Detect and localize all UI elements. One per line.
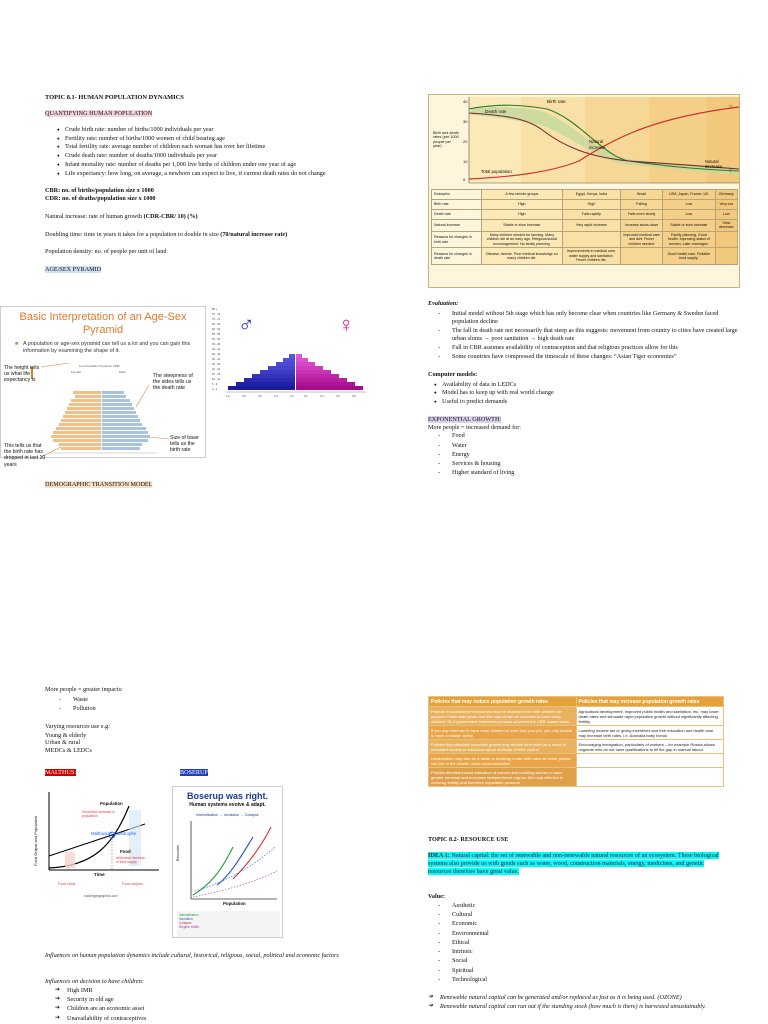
varying-intro: Varying resources use e.g: [45,722,110,730]
svg-text:65 - 69: 65 - 69 [212,323,221,326]
impacts-list [59,696,305,713]
table-cell: High [482,200,563,210]
table-row-label: Examples [432,190,482,200]
dtm-table-wrap [431,189,738,265]
list-item: ● Crude birth rate: number of births/1000 individuals per year [55,126,345,134]
list-item: ● Infant mortality rate: number of deaths per 1,000 live births of children under one year of age [55,161,345,169]
table-row [429,754,724,768]
svg-text:70 - 74: 70 - 74 [212,318,221,321]
computer-models-heading: Computer models: [428,370,478,378]
table-cell: Falling [621,200,663,210]
impacts-section [45,686,305,755]
table-row-label: Natural increase [432,220,482,232]
table-row-label: Reasons for changes in death rate [432,248,482,264]
table-cell: Increase slows down [621,220,663,232]
table-cell: Egypt, Kenya, India [562,190,620,200]
list-item: ● Availability of data in LEDCs [432,381,738,389]
table-cell: Falls more slowly [621,210,663,220]
svg-text:75 - 79: 75 - 79 [212,313,221,316]
table-row [432,210,738,220]
natural-increase-formula: (CDR-CBR/ 10) (%) [143,212,198,220]
svg-text:10 - 14: 10 - 14 [212,378,221,381]
malthus-chart [33,786,163,900]
dtm-graph [429,95,741,185]
policy-increase-cell [576,754,724,768]
table-cell: Slow decrease [715,220,737,232]
pyramid-male-bars [102,391,150,450]
malthus-label: MALTHUS: [45,769,77,776]
boserup-legend-item: Intensification [179,913,199,917]
boserup-card [172,786,283,938]
svg-text:0.6: 0.6 [258,395,262,398]
svg-text:5 - 9: 5 - 9 [212,383,218,386]
svg-text:15 - 19: 15 - 19 [212,373,221,376]
left-column [45,94,345,274]
policy-increase-cell: Lowering income tax or giving incentives and free education and health care may increase birth rates, i.e. Australia baby bonus [576,726,724,740]
list-item: - Technological [438,976,728,984]
table-row [432,190,738,200]
svg-text:25 - 29: 25 - 29 [212,363,221,366]
dtm-ytick: 0 [463,177,466,182]
quantifying-heading: QUANTIFYING HUMAN POPULATION [45,110,153,117]
list-item: ● Fertility rate: number of births/1000 women of child bearing age [55,135,345,143]
svg-text:0 - 4: 0 - 4 [212,388,218,391]
svg-text:?: ? [729,169,732,175]
pyramid-card-bullet-text: A population or age-sex pyramid can tell us a lot and you can gain this information by examining the shape of it. [23,341,191,355]
table-cell: High [562,200,620,210]
list-item: ➔ High IMR [55,987,345,995]
bullet-icon: ■ [15,341,19,348]
policy-increase-cell [576,768,724,787]
pyramid-female-bars [51,391,101,450]
list-item: - Some countries have compressed the timescale of these changes: “Asian Tiger economies” [438,353,738,361]
varying-item: Young & elderly [45,731,87,739]
svg-text:0.4: 0.4 [320,395,324,398]
pyramid-male-label: Male [119,370,126,374]
svg-text:35 - 39: 35 - 39 [212,353,221,356]
svg-text:0.4: 0.4 [274,395,278,398]
evaluation-heading: Evaluation: [428,300,459,307]
doubling-formula: (70/natural increase rate) [220,230,288,238]
dtm-natural-decrease-label: Natural decrease [705,159,723,170]
table-cell: Improved medical care and diet. Fewer children needed. [621,231,663,247]
policy-reduce-cell: Urbanization may also be a factor in reducing crude birth rates as fewer people can live in the smaller urban accommodation [429,754,577,768]
table-cell: Low [663,200,715,210]
svg-text:30 - 34: 30 - 34 [212,358,221,361]
exponential-heading: EXPONENTIAL GROWTH: [428,415,502,423]
list-item: - Environmental [438,930,728,938]
list-item: - Food [438,432,738,440]
pyramid-card-title: Basic Interpretation of an Age-Sex Pyramid [19,311,187,336]
topic-title: TOPIC 8.1- HUMAN POPULATION DYNAMICS [45,94,184,101]
list-item: ➔ Security in old age [55,996,345,1004]
dtm-birth-rate-label: Birth rate [547,99,566,104]
table-row [429,707,724,726]
table-cell [562,231,620,247]
boserup-label: BOSERUP [180,769,208,776]
table-cell: Stable or slow increase [663,220,715,232]
female-symbol-icon: ♀ [338,312,355,337]
table-row [429,726,724,740]
policy-head-reduce: Policies that may reduce population growth rates [429,697,577,707]
svg-text:55 - 59: 55 - 59 [212,333,221,336]
list-item: - Higher standard of living [438,469,738,477]
list-item: - Intrinsic [438,948,728,956]
table-cell: Stable or slow increase [482,220,563,232]
table-cell: Very low [715,200,737,210]
svg-text:1.0: 1.0 [226,395,230,398]
table-cell [715,248,737,264]
svg-text:50 - 54: 50 - 54 [212,338,221,341]
demographic-heading: DEMOGRAPHIC TRANSITION MODEL [45,481,153,488]
exponential-intro: More people = increased demand for: [428,423,521,431]
malthus-catastrophe-label: Malthusian catastrophe [91,831,137,836]
varying-item: MEDCs & LEDCs [45,747,92,754]
boserup-title: Boserup was right. [186,791,268,801]
policy-reduce-cell: Policies directed toward education of women and enabling women to have greater personal and economic independence may be the most effective in reducing fertility and therefore population pressure [429,768,577,787]
malthus-food-label: Food [120,849,131,854]
note-base: Size of base tells us the birth rate [170,435,199,454]
boserup-legend-item: Collapse [179,921,192,925]
doubling-text: Doubling time: time in years it takes for a population to double in size [45,230,221,238]
policy-head-increase: Policies that may increase population growth rates [576,697,724,707]
boserup-flow: Intensification → Involution → Collapse [196,812,259,817]
policy-table [428,696,724,787]
list-item: - Energy [438,451,738,459]
list-item: ➔ Children are an economic asset [55,1005,345,1013]
table-cell: Germany [715,190,737,200]
table-row [429,768,724,787]
computer-models-list [432,381,738,406]
svg-text:80 +: 80 + [212,308,218,311]
decision-list [55,987,345,1023]
list-item: ● Total fertility rate: average number of children each woman has over her lifetime [55,143,345,151]
malthus-ylabel: Food Output and Population [33,815,38,867]
table-cell: A few remote groups [482,190,563,200]
table-cell: USA, Japan, France, UK [663,190,715,200]
dtm-total-population-label: Total population [481,169,512,174]
varying-item: Urban & rural [45,739,81,747]
svg-text:45 - 49: 45 - 49 [212,343,221,346]
list-item: - Spiritual [438,967,728,975]
svg-text:?: ? [729,105,732,111]
dtm-figure [428,94,740,288]
impacts-intro: More people = greater impacts: [45,686,123,693]
policy-reduce-cell: If you pay more tax to have more children or even lost your job, you may decide to have a smaller family [429,726,577,740]
dtm-natural-increase-label: Natural increase [589,139,606,150]
malthus-pop-note: Geometric increase in population [82,810,115,819]
policy-table-wrap [428,696,724,787]
evaluation-list [438,310,738,361]
definition-list [55,126,345,178]
evaluation-section [428,300,738,479]
table-row [429,740,724,754]
note-height: The height tells us what life expectancy is [4,365,40,384]
table-cell: Many children needed for farming. Many children die at an early age. Religious/social encouragement. No family planning. [482,231,563,247]
policy-increase-cell: Encouraging immigration, particularly of workers – for example Russia allows migrants who do not have qualifications to fill the gap in manual labour [576,740,724,754]
table-cell: Falls rapidly [562,210,620,220]
list-item: - Initial model without 5th stage which has only become clear when countries like Germany & Sweden faced population decline [438,310,738,326]
resource-title: TOPIC 8.2- RESOURCE USE [428,836,509,843]
svg-text:0.6: 0.6 [336,395,340,398]
pyramid-pink-bars [296,354,363,390]
list-item: ➔ Renewable natural capital can run out if the standing stock (how much is there) is harvested unsustainably. [428,1003,728,1011]
malthus-food-surplus: Food surplus [122,882,143,886]
list-item: ● Useful to predict demands [432,398,738,406]
table-cell: Disease, famine. Poor medical knowledge so many children die. [482,248,563,264]
boserup-legend [179,913,279,929]
policy-reduce-cell: Parents in subsistence economies may be dependent on their children for support in their later years and this may create an incentive to have many children. So if government introduces pension schemes the CBR comes down [429,707,577,726]
renewable-notes [428,994,728,1013]
table-row-label: Reasons for changes in birth rate [432,231,482,247]
dtm-ylabel: Birth and death rates (per 1000 people per year) [433,131,459,149]
malthus-food-crisis: Food crisis [58,882,76,886]
list-item: ➔ Renewable natural capital can be generated and/or replaced as fast as it is being used. (OZONE) [428,994,728,1002]
pyramid-blue-bars [228,354,295,390]
natural-increase-text: Natural increase: rate of human growth [45,212,144,220]
influences-text: Influences on human population dynamics include cultural, historical, religious, social, political and economic factors [45,952,339,959]
table-cell [715,231,737,247]
malthus-food-note: Arithmetic increase in food supply [116,856,145,865]
idea-block [428,852,724,875]
table-row [432,248,738,264]
pyramid-female-label: Female [71,370,82,374]
note-steepness: The steepness of the sides tells us the death rate [153,373,193,392]
table-cell: Improvements in medical care, water supply and sanitation. Fewer children die. [562,248,620,264]
value-section [428,893,728,985]
list-item: ● Crude death rate: number of deaths/1000 individuals per year [55,152,345,160]
list-item: - Social [438,957,728,965]
malthus-population-label: Population [100,801,123,806]
dtm-ytick: 20 [463,139,468,144]
list-item: - Aesthetic [438,902,728,910]
list-item: - The fall in death rate not necessarily that steep as this suggests: movement from country to cities have created large urban slums → poor sanitation → high death rate [438,327,738,343]
svg-text:0.2: 0.2 [304,395,308,398]
list-item: ➔ Unavailability of contraceptives [55,1015,345,1023]
table-row [432,231,738,247]
svg-text:0.2: 0.2 [290,395,294,398]
table-cell: Good health care. Reliable food supply. [663,248,715,264]
natural-increase-line [45,213,345,221]
table-cell: Low [663,210,715,220]
list-item: - Waste [59,696,305,704]
dtm-ytick: 10 [463,159,468,164]
svg-text:0.8: 0.8 [242,395,246,398]
svg-text:40 - 44: 40 - 44 [212,348,221,351]
boserup-legend-item: Involution [179,917,193,921]
malthus-time-label: Time [94,872,105,877]
boserup-legend-item: Regime Shifts [179,925,199,929]
table-cell: Family planning. Good health. Improving status of women. Later marriages. [663,231,715,247]
table-cell: High [482,210,563,220]
table-cell: Low [715,210,737,220]
idea-text: Natural capital: the set of renewable and non-renewable natural resources of an ecosystem. These biological systems also provide us with goods such as water, wood, construction materials, energy, medicines, and genetic resources therefore have great value. [428,852,719,875]
list-item: - Economic [438,920,728,928]
decision-intro: Influences on decision to have children: [45,978,144,985]
value-list [438,902,728,984]
table-row [432,220,738,232]
policy-reduce-cell: Policies that stimulate economic growth may reduce birth rates as a result of increased access to education about methods of birth control [429,740,577,754]
note-birth-rate-drop: This tells us that the birth rate has dropped in last 10 years [4,443,46,468]
decision-section [45,978,345,1024]
value-heading: Value: [428,893,445,900]
list-item: - Pollution [59,705,305,713]
list-item: - Services & housing [438,460,738,468]
idea-label: IDEA 1: [428,852,450,859]
boserup-subtitle: Human systems evolve & adapt. [189,802,266,809]
density-text: Population density: no. of people per unit of land [45,248,167,256]
male-symbol-icon: ♂ [238,312,255,337]
pyramid-chart-caption: Low Population Pyramid, 1995 [79,364,120,368]
list-item: - Water [438,442,738,450]
dtm-ytick: 40 [463,99,468,104]
list-item: ● Life expectancy: how long, on average, a newborn can expect to live, if current death rates do not change [55,170,345,178]
dtm-table [431,189,738,265]
table-row-label: Birth rate [432,200,482,210]
table-cell: Brazil [621,190,663,200]
dtm-ytick: 30 [463,119,468,124]
table-row-label: Death rate [432,210,482,220]
list-item: - Fall in CBR assumes availability of contraception and that religious practices allow for this [438,344,738,352]
list-item: - Cultural [438,911,728,919]
pyramid-interpretation-card [0,306,206,468]
table-cell: Very rapid increase [562,220,620,232]
cdr-formula: CDR: no. of deaths/population size x 1000 [45,195,156,202]
svg-text:0.8: 0.8 [352,395,356,398]
list-item: ● Model has to keep up with real world change [432,389,738,397]
boserup-xlabel: Population [223,901,246,906]
policy-increase-cell: Agricultural development, improved public health and sanitation, etc. may lower death rates and stimulate rapid population growth without significantly affecting fertility [576,707,724,726]
list-item: - Ethical [438,939,728,947]
malthus-source: buddingepgraphics.com [84,894,118,898]
table-cell [621,248,663,264]
age-sex-heading: AGE/SEX PYRAMID [45,266,102,273]
dtm-death-rate-label: Death rate [485,109,507,114]
demand-list [438,432,738,477]
boserup-ylabel: Resources [176,845,180,862]
doubling-line [45,231,345,239]
cbr-formula: CBR: no. of births/population size x 1000 [45,187,154,195]
table-row [432,200,738,210]
svg-text:60 - 64: 60 - 64 [212,328,221,331]
svg-text:20 - 24: 20 - 24 [212,368,221,371]
renewable-list [428,994,728,1011]
